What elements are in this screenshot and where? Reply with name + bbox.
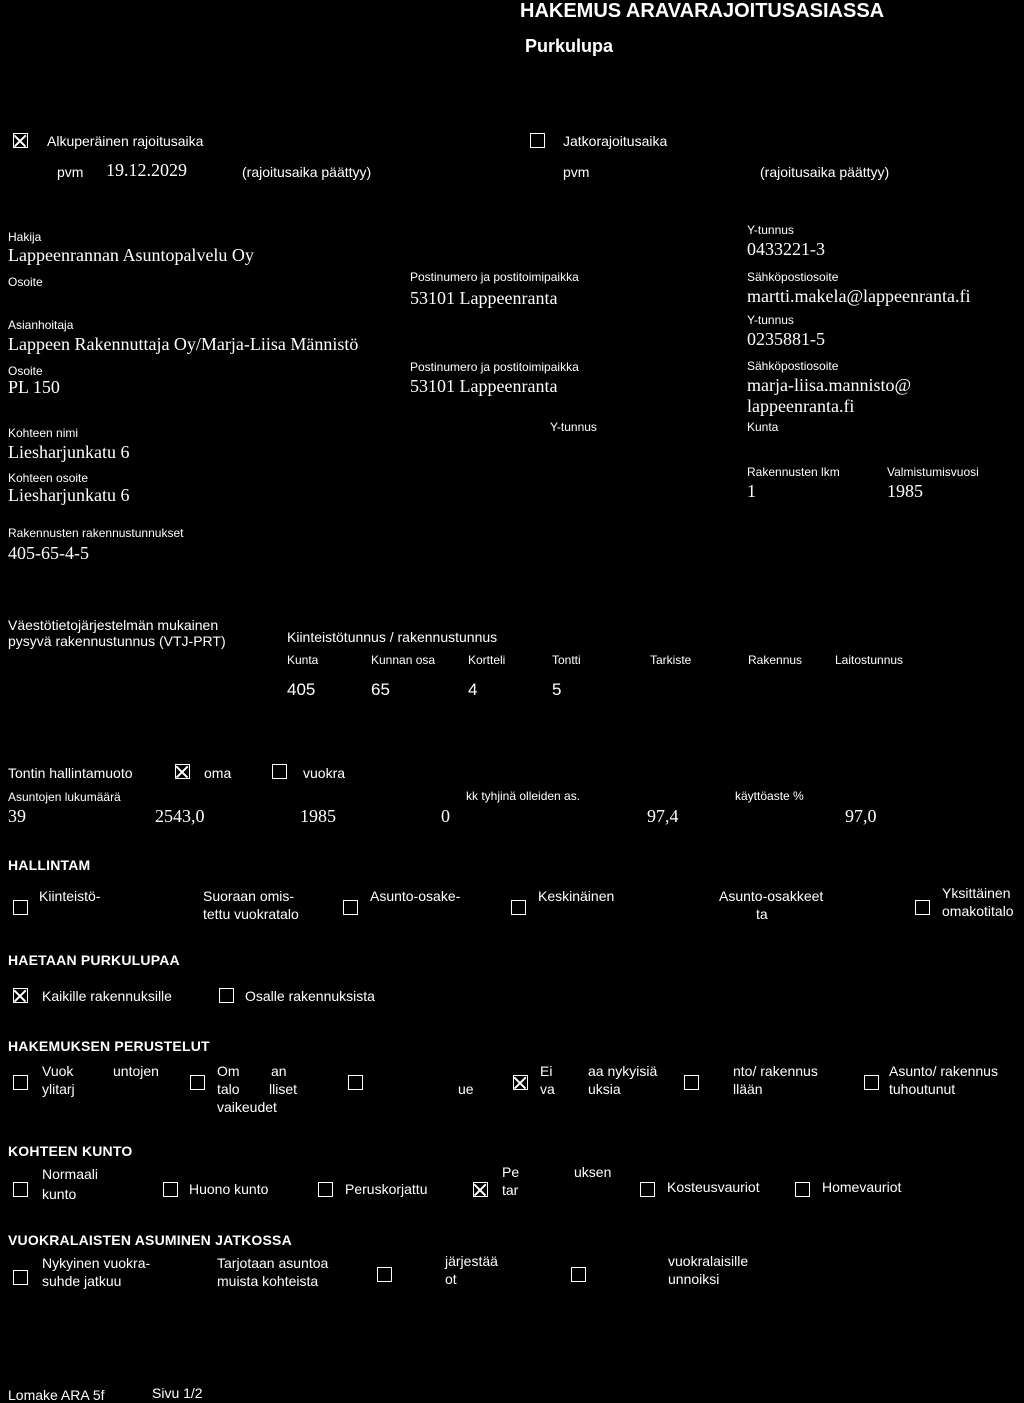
kunto-title: KOHTEEN KUNTO: [8, 1143, 133, 1159]
vtj-col-kortteli: Kortteli: [468, 653, 506, 667]
form-subtitle: Purkulupa: [525, 36, 614, 56]
hallinta-kiinteisto-label: Kiinteistö-: [39, 888, 101, 904]
kunto-poor-label: Huono kunto: [189, 1181, 269, 1197]
all-buildings-label: Kaikille rakennuksille: [42, 988, 172, 1004]
perustelu-1-b: untojen: [113, 1063, 159, 1079]
building-codes-label: Rakennusten rakennustunnukset: [8, 526, 184, 540]
hallinta-osakkeet-line2: ta: [756, 906, 768, 922]
tenants-current-line2: suhde jatkuu: [42, 1273, 122, 1289]
some-buildings-label: Osalle rakennuksista: [245, 988, 375, 1004]
vtj-label-line1: Väestötietojärjestelmän mukainen: [8, 617, 219, 633]
original-restriction-checkbox[interactable]: [13, 133, 28, 148]
apartments-year-value: 1985: [300, 806, 336, 826]
applicant-label: Hakija: [8, 230, 42, 244]
property-kunta-label: Kunta: [747, 420, 779, 434]
perustelu-2-d: lliset: [269, 1081, 298, 1097]
extended-ended-label: (rajoitusaika päättyy): [760, 164, 890, 180]
buildings-count-label: Rakennusten lkm: [747, 465, 840, 479]
agent-label: Asianhoitaja: [8, 318, 74, 332]
tenants-current-checkbox[interactable]: [13, 1270, 28, 1285]
perustelu-2-checkbox[interactable]: [190, 1075, 205, 1090]
applicant-value: Lappeenrannan Asuntopalvelu Oy: [8, 245, 254, 265]
apartments-count-label: Asuntojen lukumäärä: [8, 790, 121, 804]
perustelu-5-checkbox[interactable]: [684, 1075, 699, 1090]
empty-months-label: kk tyhjinä olleiden as.: [466, 789, 581, 803]
kunto-moisture-checkbox[interactable]: [640, 1182, 655, 1197]
tenants-arr-line1: järjestää: [445, 1253, 498, 1269]
tenants-current-line1: Nykyinen vuokra-: [42, 1255, 151, 1271]
kunto-moisture-label: Kosteusvauriot: [667, 1179, 760, 1195]
perustelu-1-a: Vuok: [42, 1063, 74, 1079]
agent-postal-label: Postinumero ja postitoimipaikka: [410, 360, 579, 374]
applicant-postal-value: 53101 Lappeenranta: [410, 288, 558, 308]
footer-form-id: Lomake ARA 5f: [8, 1387, 105, 1403]
agent-ytunnus-label: Y-tunnus: [747, 313, 794, 327]
hallinta-osakkeet-line1: Asunto-osakkeet: [719, 888, 824, 904]
vtj-col-kunnan-osa: Kunnan osa: [371, 653, 436, 667]
vtj-label-line2: pysyvä rakennustunnus (VTJ-PRT): [8, 633, 226, 649]
agent-value: Lappeen Rakennuttaja Oy/Marja-Liisa Männistö: [8, 334, 359, 354]
property-name-label: Kohteen nimi: [8, 426, 79, 440]
apartments-count-value: 39: [8, 806, 26, 826]
hallinta-keskinainen-checkbox[interactable]: [511, 900, 526, 915]
applicant-email-label: Sähköpostiosoite: [747, 270, 839, 284]
hallinta-asunto-osake-checkbox[interactable]: [343, 900, 358, 915]
property-address-value: Liesharjunkatu 6: [8, 485, 130, 505]
buildings-count-value: 1: [747, 481, 756, 501]
perustelu-5-b: llään: [733, 1081, 763, 1097]
apartments-area-value: 2543,0: [155, 806, 205, 826]
perustelu-4-checkbox[interactable]: [513, 1075, 528, 1090]
applicant-ytunnus-label: Y-tunnus: [747, 223, 794, 237]
kunto-pe-a: Pe: [502, 1164, 520, 1180]
applicant-postal-label: Postinumero ja postitoimipaikka: [410, 270, 579, 284]
kunto-mold-label: Homevauriot: [822, 1179, 902, 1195]
vtj-val-tontti: 5: [552, 680, 562, 699]
empty-months-value: 97,4: [647, 806, 679, 826]
kunto-renovated-label: Peruskorjattu: [345, 1181, 428, 1197]
tenants-other-checkbox[interactable]: [571, 1267, 586, 1282]
hallinta-suoraan-line2: tettu vuokratalo: [203, 906, 299, 922]
vtj-val-kortteli: 4: [468, 680, 478, 699]
agent-address-value: PL 150: [8, 377, 60, 397]
tenants-arr-line2: ot: [445, 1271, 457, 1287]
usage-rate-label: käyttöaste %: [735, 789, 804, 803]
kunto-normal-checkbox[interactable]: [13, 1182, 28, 1197]
vtj-col-rakennus: Rakennus: [748, 653, 803, 667]
agent-email-line1: marja-liisa.mannisto@: [747, 375, 912, 395]
tenants-offered-line1: Tarjotaan asuntoa: [217, 1255, 329, 1271]
perustelu-6-checkbox[interactable]: [864, 1075, 879, 1090]
perustelu-2-a: Om: [217, 1063, 240, 1079]
perustelu-4-c: va: [540, 1081, 555, 1097]
completion-year-value: 1985: [887, 481, 923, 501]
vtj-col-tontti: Tontti: [552, 653, 581, 667]
hallinta-title: HALLINTAM: [8, 857, 91, 873]
kunto-pe-b: uksen: [574, 1164, 612, 1180]
kunto-pe-c: tar: [502, 1182, 519, 1198]
vtj-col-laitostunnus: Laitostunnus: [835, 653, 904, 667]
perustelu-1-checkbox[interactable]: [13, 1075, 28, 1090]
vtj-val-kunnan-osa: 65: [371, 680, 390, 699]
original-ended-label: (rajoitusaika päättyy): [242, 164, 372, 180]
perustelu-4-a: Ei: [540, 1063, 553, 1079]
agent-email-label: Sähköpostiosoite: [747, 359, 839, 373]
applicant-email-value: martti.makela@lappeenranta.fi: [747, 286, 971, 306]
tenants-title: VUOKRALAISTEN ASUMINEN JATKOSSA: [8, 1232, 292, 1248]
perustelu-1-c: ylitarj: [42, 1081, 75, 1097]
some-buildings-checkbox[interactable]: [219, 988, 234, 1003]
perustelu-3-a: ue: [458, 1081, 474, 1097]
extended-pvm-label: pvm: [563, 164, 590, 180]
perustelu-5-a: nto/ rakennus: [733, 1063, 818, 1079]
extended-restriction-checkbox[interactable]: [530, 133, 545, 148]
kunto-mold-checkbox[interactable]: [795, 1182, 810, 1197]
tenants-other-line2: unnoiksi: [668, 1271, 720, 1287]
property-ytunnus-label: Y-tunnus: [550, 420, 597, 434]
apartments-empty-value: 0: [441, 806, 450, 826]
kunto-renovated-checkbox[interactable]: [318, 1182, 333, 1197]
property-name-value: Liesharjunkatu 6: [8, 442, 130, 462]
kunto-normal-line1: Normaali: [42, 1166, 99, 1182]
hallinta-asunto-osake-label: Asunto-osake-: [370, 888, 461, 904]
original-pvm-value: 19.12.2029: [106, 160, 187, 180]
perustelu-4-d: uksia: [588, 1081, 621, 1097]
perustelu-2-c: talo: [217, 1081, 240, 1097]
perustelut-title: HAKEMUKSEN PERUSTELUT: [8, 1038, 210, 1054]
perustelu-4-b: aa nykyisiä: [588, 1063, 658, 1079]
hallinta-yksittainen-line2: omakotitalo: [942, 903, 1014, 919]
tenants-other-line1: vuokralaisille: [668, 1253, 749, 1269]
property-address-label: Kohteen osoite: [8, 471, 89, 485]
kunto-pe-checkbox[interactable]: [473, 1182, 488, 1197]
vtj-val-kunta: 405: [287, 680, 316, 699]
perustelu-3-checkbox[interactable]: [348, 1075, 363, 1090]
usage-rate-value: 97,0: [845, 806, 877, 826]
agent-email-line2: lappeenranta.fi: [747, 396, 855, 416]
form-title: HAKEMUS ARAVARAJOITUSASIASSA: [520, 0, 885, 22]
plot-rent-checkbox[interactable]: [272, 764, 287, 779]
plot-own-label: oma: [204, 765, 232, 781]
tenants-arr-checkbox[interactable]: [377, 1267, 392, 1282]
kiinteisto-label: Kiinteistötunnus / rakennustunnus: [287, 629, 498, 645]
all-buildings-checkbox[interactable]: [13, 988, 28, 1003]
plot-rent-label: vuokra: [303, 765, 346, 781]
perustelu-2-e: vaikeudet: [217, 1099, 277, 1115]
perustelu-2-b: an: [271, 1063, 287, 1079]
applicant-ytunnus-value: 0433221-3: [747, 239, 825, 259]
applicant-address-label: Osoite: [8, 275, 43, 289]
hallinta-yksittainen-line1: Yksittäinen: [942, 885, 1011, 901]
vtj-col-tarkiste: Tarkiste: [650, 653, 692, 667]
purkulupa-title: HAETAAN PURKULUPAA: [8, 952, 180, 968]
hallinta-suoraan-line1: Suoraan omis-: [203, 888, 295, 904]
agent-postal-value: 53101 Lappeenranta: [410, 376, 558, 396]
perustelu-6-b: tuhoutunut: [889, 1081, 956, 1097]
original-pvm-label: pvm: [57, 164, 84, 180]
agent-address-label: Osoite: [8, 364, 43, 378]
original-restriction-label: Alkuperäinen rajoitusaika: [47, 133, 204, 149]
tenants-offered-line2: muista kohteista: [217, 1273, 319, 1289]
hallinta-keskinainen-label: Keskinäinen: [538, 888, 615, 904]
perustelu-6-a: Asunto/ rakennus: [889, 1063, 998, 1079]
plot-own-checkbox[interactable]: [175, 764, 190, 779]
completion-year-label: Valmistumisvuosi: [887, 465, 979, 479]
extended-restriction-label: Jatkorajoitusaika: [563, 133, 668, 149]
plot-management-label: Tontin hallintamuoto: [8, 765, 133, 781]
hallinta-kiinteisto-checkbox[interactable]: [13, 900, 28, 915]
agent-ytunnus-value: 0235881-5: [747, 329, 825, 349]
kunto-normal-line2: kunto: [42, 1186, 77, 1202]
kunto-poor-checkbox[interactable]: [163, 1182, 178, 1197]
footer-page-number: Sivu 1/2: [152, 1385, 203, 1401]
vtj-col-kunta: Kunta: [287, 653, 319, 667]
hallinta-yksittainen-checkbox[interactable]: [915, 900, 930, 915]
building-codes-value: 405-65-4-5: [8, 543, 89, 563]
